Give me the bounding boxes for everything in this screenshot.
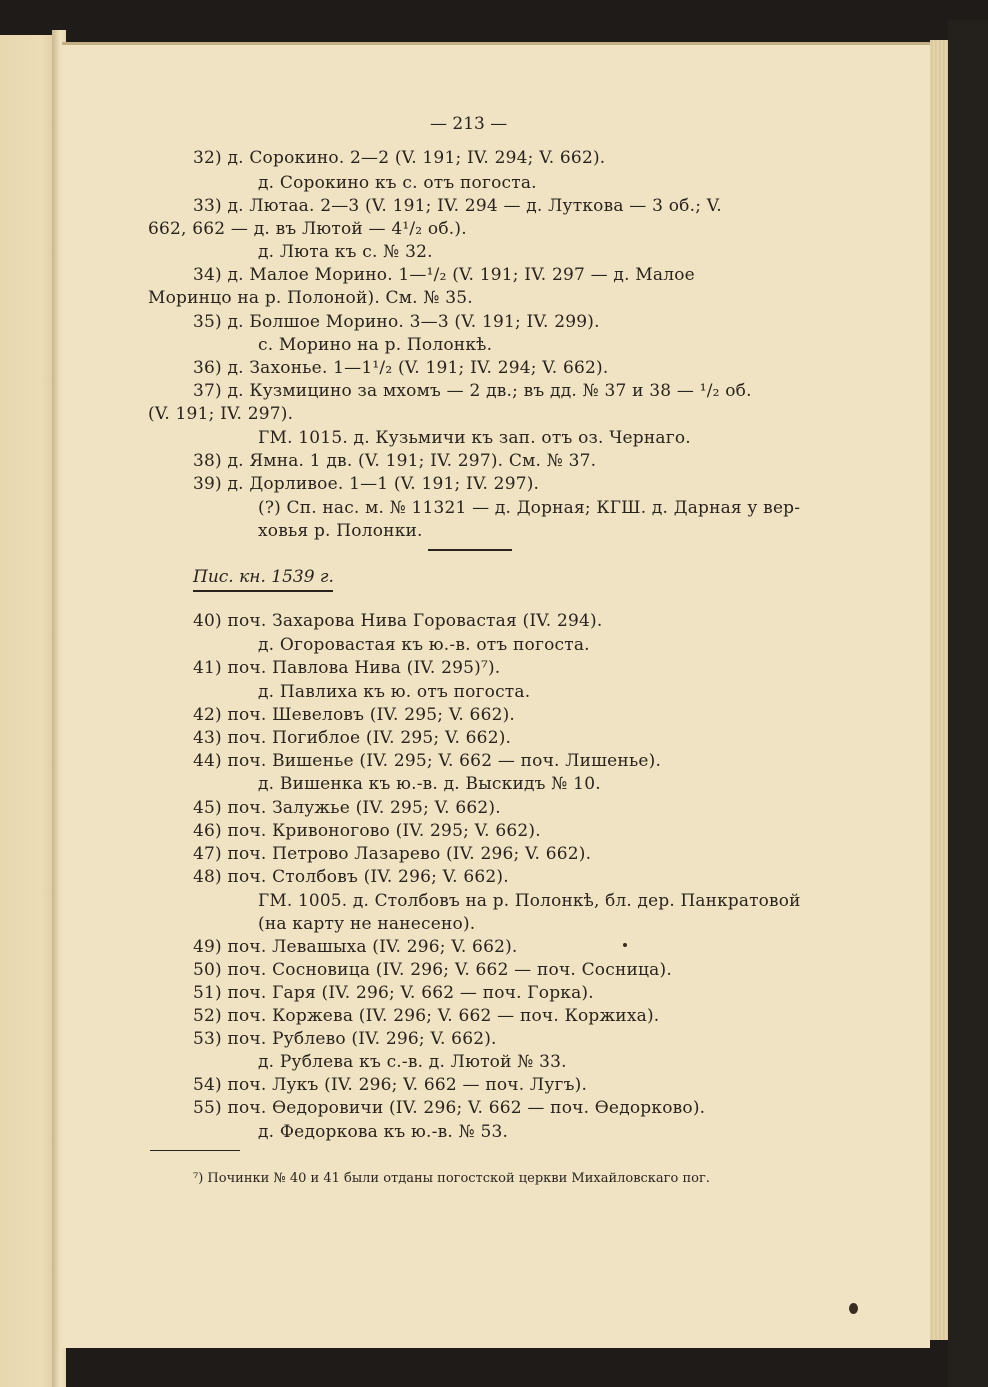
- entry-line: д. Рублева къ с.-в. д. Лютой № 33.: [258, 1052, 567, 1072]
- entry-line: 45) поч. Залужье (IV. 295; V. 662).: [193, 798, 501, 818]
- entry-line: д. Павлиха къ ю. отъ погоста.: [258, 682, 531, 702]
- entry-line: 40) поч. Захарова Нива Горовастая (IV. 294).: [193, 611, 603, 631]
- entry-line: 49) поч. Левашыха (IV. 296; V. 662).: [193, 937, 518, 957]
- entry-line: д. Огоровастая къ ю.-в. отъ погоста.: [258, 635, 590, 655]
- left-page-edge: [0, 35, 60, 1387]
- entry-line: 44) поч. Вишенье (IV. 295; V. 662 — поч. Лишенье).: [193, 751, 662, 771]
- entry-line: 48) поч. Столбовъ (IV. 296; V. 662).: [193, 867, 509, 887]
- entry-line: 36) д. Захонье. 1—1¹/₂ (V. 191; IV. 294; V. 662).: [193, 358, 609, 378]
- entry-line: 43) поч. Погиблое (IV. 295; V. 662).: [193, 728, 512, 748]
- entry-line: 46) поч. Кривоногово (IV. 295; V. 662).: [193, 821, 541, 841]
- footnote: ⁷) Починки № 40 и 41 были отданы погостской церкви Михайловскаго пог.: [193, 1171, 710, 1186]
- entry-line: д. Федоркова къ ю.-в. № 53.: [258, 1122, 509, 1142]
- entry-line: 50) поч. Сосновица (IV. 296; V. 662 — поч. Сосница).: [193, 960, 672, 980]
- section-title-underline: [193, 590, 333, 592]
- entry-line: д. Вишенка къ ю.-в. д. Выскидъ № 10.: [258, 774, 601, 794]
- entry-line: ховья р. Полонки.: [258, 521, 423, 541]
- entry-line: 51) поч. Гаря (IV. 296; V. 662 — поч. Горка).: [193, 983, 594, 1003]
- entry-line: Моринцо на р. Полоной). См. № 35.: [148, 288, 473, 308]
- entry-line: 37) д. Кузмицино за мхомъ — 2 дв.; въ дд. № 37 и 38 — ¹/₂ об.: [193, 381, 752, 401]
- entry-line: 42) поч. Шевеловъ (IV. 295; V. 662).: [193, 705, 516, 725]
- entry-line: 39) д. Дорливое. 1—1 (V. 191; IV. 297).: [193, 474, 540, 494]
- entry-line: ГМ. 1015. д. Кузьмичи къ зап. отъ оз. Чернаго.: [258, 428, 691, 448]
- entry-line: 34) д. Малое Морино. 1—¹/₂ (V. 191; IV. 297 — д. Малое: [193, 265, 695, 285]
- book-cover-edge: [948, 20, 988, 1387]
- entry-line: 52) поч. Коржева (IV. 296; V. 662 — поч. Коржиха).: [193, 1006, 660, 1026]
- entry-line: 47) поч. Петрово Лазарево (IV. 296; V. 662).: [193, 844, 592, 864]
- section-title: Пис. кн. 1539 г.: [193, 567, 334, 587]
- entry-line: (на карту не нанесено).: [258, 914, 476, 934]
- entry-line: (?) Сп. нас. м. № 11321 — д. Дорная; КГШ. д. Дарная у вер-: [258, 498, 801, 518]
- ink-speck: [623, 943, 627, 947]
- entry-line: 662, 662 — д. въ Лютой — 4¹/₂ об.).: [148, 219, 467, 239]
- section-divider: [428, 549, 512, 551]
- entry-line: 55) поч. Ѳедоровичи (IV. 296; V. 662 — поч. Ѳедорково).: [193, 1098, 706, 1118]
- entry-line: (V. 191; IV. 297).: [148, 404, 294, 424]
- entry-line: 35) д. Болшое Морино. 3—3 (V. 191; IV. 299).: [193, 312, 600, 332]
- ink-spot: [849, 1303, 858, 1314]
- entry-line: ГМ. 1005. д. Столбовъ на р. Полонкѣ, бл. дер. Панкратовой: [258, 891, 801, 911]
- entry-line: с. Морино на р. Полонкѣ.: [258, 335, 493, 355]
- entry-line: 54) поч. Лукъ (IV. 296; V. 662 — поч. Лугъ).: [193, 1075, 588, 1095]
- entry-line: д. Сорокино къ с. отъ погоста.: [258, 173, 537, 193]
- entry-line: 41) поч. Павлова Нива (IV. 295)⁷).: [193, 658, 501, 678]
- entry-line: д. Люта къ с. № 32.: [258, 242, 433, 262]
- entry-line: 32) д. Сорокино. 2—2 (V. 191; IV. 294; V. 662).: [193, 148, 606, 168]
- entry-line: 33) д. Лютаа. 2—3 (V. 191; IV. 294 — д. Луткова — 3 об.; V.: [193, 196, 722, 216]
- page-number: — 213 —: [430, 114, 508, 134]
- entry-line: 38) д. Ямна. 1 дв. (V. 191; IV. 297). См. № 37.: [193, 451, 597, 471]
- entry-line: 53) поч. Рублево (IV. 296; V. 662).: [193, 1029, 497, 1049]
- footnote-divider: [150, 1150, 240, 1151]
